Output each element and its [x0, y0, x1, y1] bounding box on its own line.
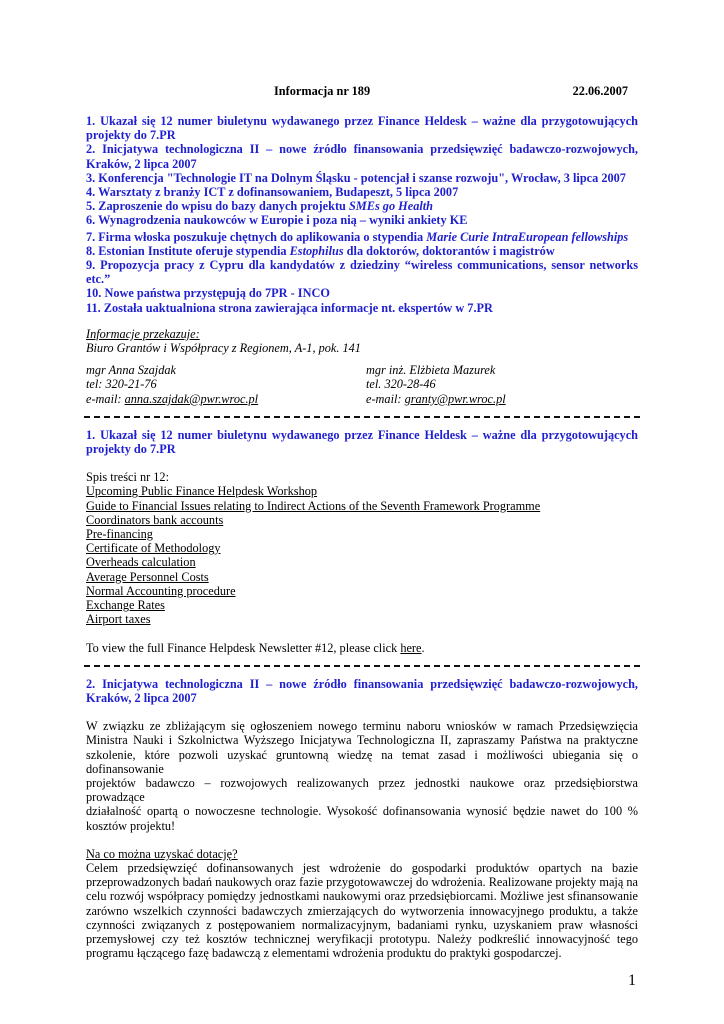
- toc-item-6[interactable]: 6. Wynagrodzenia naukowców w Europie i poza nią – wyniki ankiety KE: [86, 213, 468, 228]
- email-link[interactable]: granty@pwr.wroc.pl: [404, 391, 506, 406]
- newsletter-link[interactable]: Overheads calculation: [86, 555, 196, 570]
- person-name: mgr inż. Elżbieta Mazurek: [366, 363, 496, 378]
- bulletin-date: 22.06.2007: [572, 84, 628, 98]
- section-2-paragraph-1: W związku ze zbliżającym się ogłoszeniem nowego terminu naboru wniosków w ramach Przedsięwzięcia Ministra Nauki i Szkolnictwa Wyższego Inicjatywa Technologiczna II, zapraszamy Państwa na praktyczne szkolenie, które pozwoli uzyskać gruntowną wiedzę na temat zasad i możliwości ubiegania się o dofinansowanie projektów badawczo – rozwojowych realizowanych przez jednostki naukowe oraz przedsiębiorstwa prowadzące działalność opartą o nowoczesne technologie. Wysokość dofinansowania wynosić będzie nawet do 100 % kosztów projektu!: [86, 719, 638, 833]
- newsletter-link[interactable]: Normal Accounting procedure: [86, 583, 236, 598]
- bulletin-title: Informacja nr 189: [274, 84, 371, 98]
- section-2-paragraph-2: Celem przedsięwzięć dofinansowanych jest wdrożenie do gospodarki produktów opartych na bazie przeprowadzonych badań naukowych oraz fazie przygotowawczej do wdrożenia. Realizowane projekty mają na celu rozwój współpracy pomiędzy jednostkami naukowymi oraz przedsiębiorcami. Możliwe jest sfinansowanie zarówno wszelkich czynności badawczych zmierzających do wytworzenia innowacyjnego produktu, a także czynności związanych z postępowaniem normalizacyjnym, badaniami rynku, uzyskaniem praw własności przemysłowej czy też kosztów technicznej weryfikacji prototypu. Należy podkreślić innowacyjność tego programu łączącego fazę badawczą z elementami wdrożenia produktu do praktyki gospodarczej.: [86, 860, 638, 961]
- newsletter-link[interactable]: Average Personnel Costs: [86, 569, 209, 584]
- section-separator: [84, 416, 640, 418]
- toc-item-7[interactable]: 7. Firma włoska poszukuje chętnych do aplikowania o stypendia Marie Curie IntraEuropean fellowships: [86, 229, 629, 244]
- email-label: e-mail:: [366, 391, 405, 406]
- contact-person-1: [86, 363, 366, 406]
- table-of-contents: [86, 114, 638, 315]
- toc-item-1-l2[interactable]: projekty do 7.PR: [86, 128, 176, 143]
- here-link[interactable]: here: [400, 640, 422, 655]
- document-header: [86, 84, 638, 100]
- section-2-title: 2. Inicjatywa technologiczna II – nowe źródło finansowania przedsięwzięć badawczo-rozwojowych, Kraków, 2 lipca 2007: [86, 676, 638, 705]
- contact-heading: Informacje przekazuje:: [86, 326, 200, 341]
- toc-item-9-l2[interactable]: etc.”: [86, 272, 111, 287]
- contents-label: Spis treści nr 12:: [86, 470, 169, 485]
- newsletter-link[interactable]: Guide to Financial Issues relating to Indirect Actions of the Seventh Framework Programme: [86, 498, 541, 513]
- document-page: [86, 84, 638, 960]
- toc-item-2-l1[interactable]: 2. Inicjatywa technologiczna II – nowe źródło finansowania przedsięwzięć badawczo-rozwojowych,: [86, 142, 638, 157]
- toc-item-2-l2[interactable]: Kraków, 2 lipca 2007: [86, 156, 197, 171]
- toc-item-10[interactable]: 10. Nowe państwa przystępują do 7PR - INCO: [86, 286, 330, 301]
- contact-persons: [86, 363, 638, 406]
- toc-item-9-l1[interactable]: 9. Propozycja pracy z Cypru dla kandydatów z dziedziny “wireless communications, sensor networks: [86, 258, 638, 273]
- newsletter-link[interactable]: Coordinators bank accounts: [86, 512, 224, 527]
- view-newsletter-line: To view the full Finance Helpdesk Newsletter #12, please click here.: [86, 640, 425, 655]
- toc-item-5[interactable]: 5. Zaproszenie do wpisu do bazy danych projektu SMEs go Health: [86, 199, 434, 214]
- section-2-subheading: Na co można uzyskać dotację?: [86, 846, 238, 861]
- newsletter-link[interactable]: Upcoming Public Finance Helpdesk Workshop: [86, 484, 318, 499]
- contact-person-2: [366, 363, 506, 406]
- contact-block: [86, 327, 638, 406]
- newsletter-links: [86, 484, 638, 626]
- toc-item-3[interactable]: 3. Konferencja "Technologie IT na Dolnym Śląsku - potencjał i szanse rozwoju", Wrocław, 3 lipca 2007: [86, 170, 626, 185]
- page-number: 1: [628, 972, 636, 989]
- newsletter-link[interactable]: Certificate of Methodology: [86, 541, 221, 556]
- email-label: e-mail:: [86, 391, 125, 406]
- toc-item-4[interactable]: 4. Warsztaty z branży ICT z dofinansowaniem, Budapeszt, 5 lipca 2007: [86, 185, 459, 200]
- newsletter-link[interactable]: Exchange Rates: [86, 598, 165, 613]
- person-name: mgr Anna Szajdak: [86, 363, 176, 378]
- toc-item-1-l1[interactable]: 1. Ukazał się 12 numer biuletynu wydawanego przez Finance Heldesk – ważne dla przygotowujących: [86, 114, 638, 128]
- contact-office: Biuro Grantów i Współpracy z Regionem, A-1, pok. 141: [86, 341, 361, 356]
- toc-item-11[interactable]: 11. Została uaktualniona strona zawierająca informacje nt. ekspertów w 7.PR: [86, 300, 493, 315]
- person-tel: tel: 320-21-76: [86, 377, 157, 392]
- newsletter-link[interactable]: Pre-financing: [86, 527, 153, 542]
- section-separator: [84, 665, 640, 667]
- person-tel: tel. 320-28-46: [366, 377, 436, 392]
- section-1-title: 1. Ukazał się 12 numer biuletynu wydawanego przez Finance Heldesk – ważne dla przygotowujących projekty do 7.PR: [86, 427, 638, 457]
- email-link[interactable]: anna.szajdak@pwr.wroc.pl: [124, 391, 259, 406]
- toc-item-8[interactable]: 8. Estonian Institute oferuje stypendia Estophilus dla doktorów, doktorantów i magistrów: [86, 243, 555, 258]
- newsletter-link[interactable]: Airport taxes: [86, 612, 151, 627]
